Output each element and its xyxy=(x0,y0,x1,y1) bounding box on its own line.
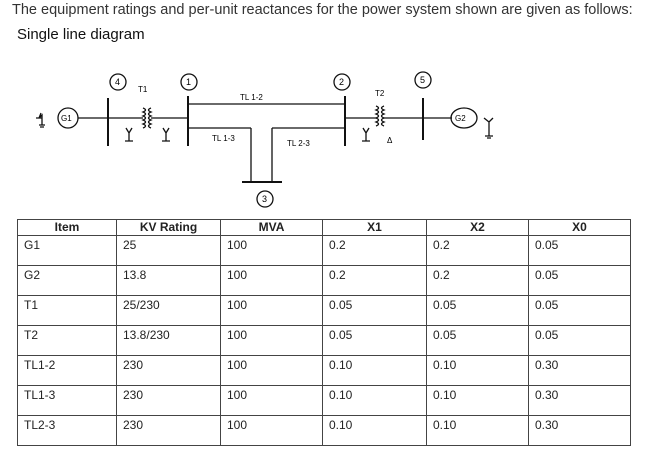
header-mva: MVA xyxy=(221,220,323,236)
g2-ground-icon xyxy=(484,118,493,138)
equipment-ratings-table xyxy=(17,219,631,446)
bus-label-1: 1 xyxy=(186,77,192,87)
table-cell: TL1-2 xyxy=(18,356,117,386)
t2-ground-icon xyxy=(362,128,370,141)
table-row xyxy=(18,416,631,446)
generator-label-g1: G1 xyxy=(61,114,72,123)
table-cell: G2 xyxy=(18,266,117,296)
table-cell: 230 xyxy=(117,356,221,386)
table-row xyxy=(18,296,631,326)
table-cell: 100 xyxy=(221,296,323,326)
table-cell: 0.05 xyxy=(323,296,427,326)
table-cell: 100 xyxy=(221,326,323,356)
header-x1: X1 xyxy=(323,220,427,236)
table-cell: 0.05 xyxy=(529,266,631,296)
header-kv-rating: KV Rating xyxy=(117,220,221,236)
t1-wye-icon xyxy=(162,128,170,141)
table-row xyxy=(18,326,631,356)
table-cell: 25/230 xyxy=(117,296,221,326)
line-label-tl23: TL 2-3 xyxy=(287,139,310,148)
table-cell: G1 xyxy=(18,236,117,266)
generator-label-g2: G2 xyxy=(455,114,466,123)
table-cell: 100 xyxy=(221,416,323,446)
transformer-t2 xyxy=(376,106,384,126)
table-cell: 13.8/230 xyxy=(117,326,221,356)
table-cell: 0.10 xyxy=(323,356,427,386)
delta-symbol: Δ xyxy=(387,136,393,145)
table-cell: TL2-3 xyxy=(18,416,117,446)
table-cell: 0.10 xyxy=(427,356,529,386)
bus-label-2: 2 xyxy=(339,77,345,87)
header-x0: X0 xyxy=(529,220,631,236)
table-cell: 0.30 xyxy=(529,386,631,416)
table-row xyxy=(18,356,631,386)
table-cell: 0.05 xyxy=(427,296,529,326)
table-cell: 0.05 xyxy=(323,326,427,356)
table-cell: 25 xyxy=(117,236,221,266)
table-cell: T1 xyxy=(18,296,117,326)
bus-label-5: 5 xyxy=(420,75,426,85)
line-label-tl12: TL 1-2 xyxy=(240,93,263,102)
table-cell: 0.30 xyxy=(529,416,631,446)
table-cell: 0.2 xyxy=(323,266,427,296)
table-cell: 0.2 xyxy=(427,236,529,266)
bus-label-4: 4 xyxy=(115,77,121,87)
table-cell: 0.2 xyxy=(427,266,529,296)
table-cell: 0.10 xyxy=(427,386,529,416)
transformer-label-t2: T2 xyxy=(375,89,385,98)
transformer-label-t1: T1 xyxy=(138,85,148,94)
table-cell: 100 xyxy=(221,386,323,416)
table-cell: 0.30 xyxy=(529,356,631,386)
line-label-tl13: TL 1-3 xyxy=(212,134,235,143)
table-cell: 100 xyxy=(221,356,323,386)
table-cell: 230 xyxy=(117,386,221,416)
header-x2: X2 xyxy=(427,220,529,236)
table-cell: 100 xyxy=(221,266,323,296)
header-item: Item xyxy=(18,220,117,236)
table-cell: 0.2 xyxy=(323,236,427,266)
table-row xyxy=(18,266,631,296)
table-cell: 0.05 xyxy=(529,296,631,326)
t1-ground-icon xyxy=(125,128,133,141)
table-cell: 0.10 xyxy=(323,386,427,416)
table-cell: 0.05 xyxy=(529,326,631,356)
table-cell: T2 xyxy=(18,326,117,356)
table-row xyxy=(18,386,631,416)
g1-ground-icon xyxy=(36,113,45,127)
table-cell: 0.05 xyxy=(427,326,529,356)
table-cell: 13.8 xyxy=(117,266,221,296)
bus-label-3: 3 xyxy=(262,194,268,204)
transformer-t1 xyxy=(143,108,151,128)
question-text: The equipment ratings and per-unit reactances for the power system shown are given as follows: xyxy=(12,2,633,18)
table-row xyxy=(18,236,631,266)
table-cell: 100 xyxy=(221,236,323,266)
table-cell: 0.10 xyxy=(427,416,529,446)
diagram-title: Single line diagram xyxy=(17,26,145,43)
table-cell: TL1-3 xyxy=(18,386,117,416)
single-line-diagram xyxy=(0,60,666,218)
table-header-row xyxy=(18,220,631,236)
table-cell: 230 xyxy=(117,416,221,446)
table-cell: 0.10 xyxy=(323,416,427,446)
table-cell: 0.05 xyxy=(529,236,631,266)
